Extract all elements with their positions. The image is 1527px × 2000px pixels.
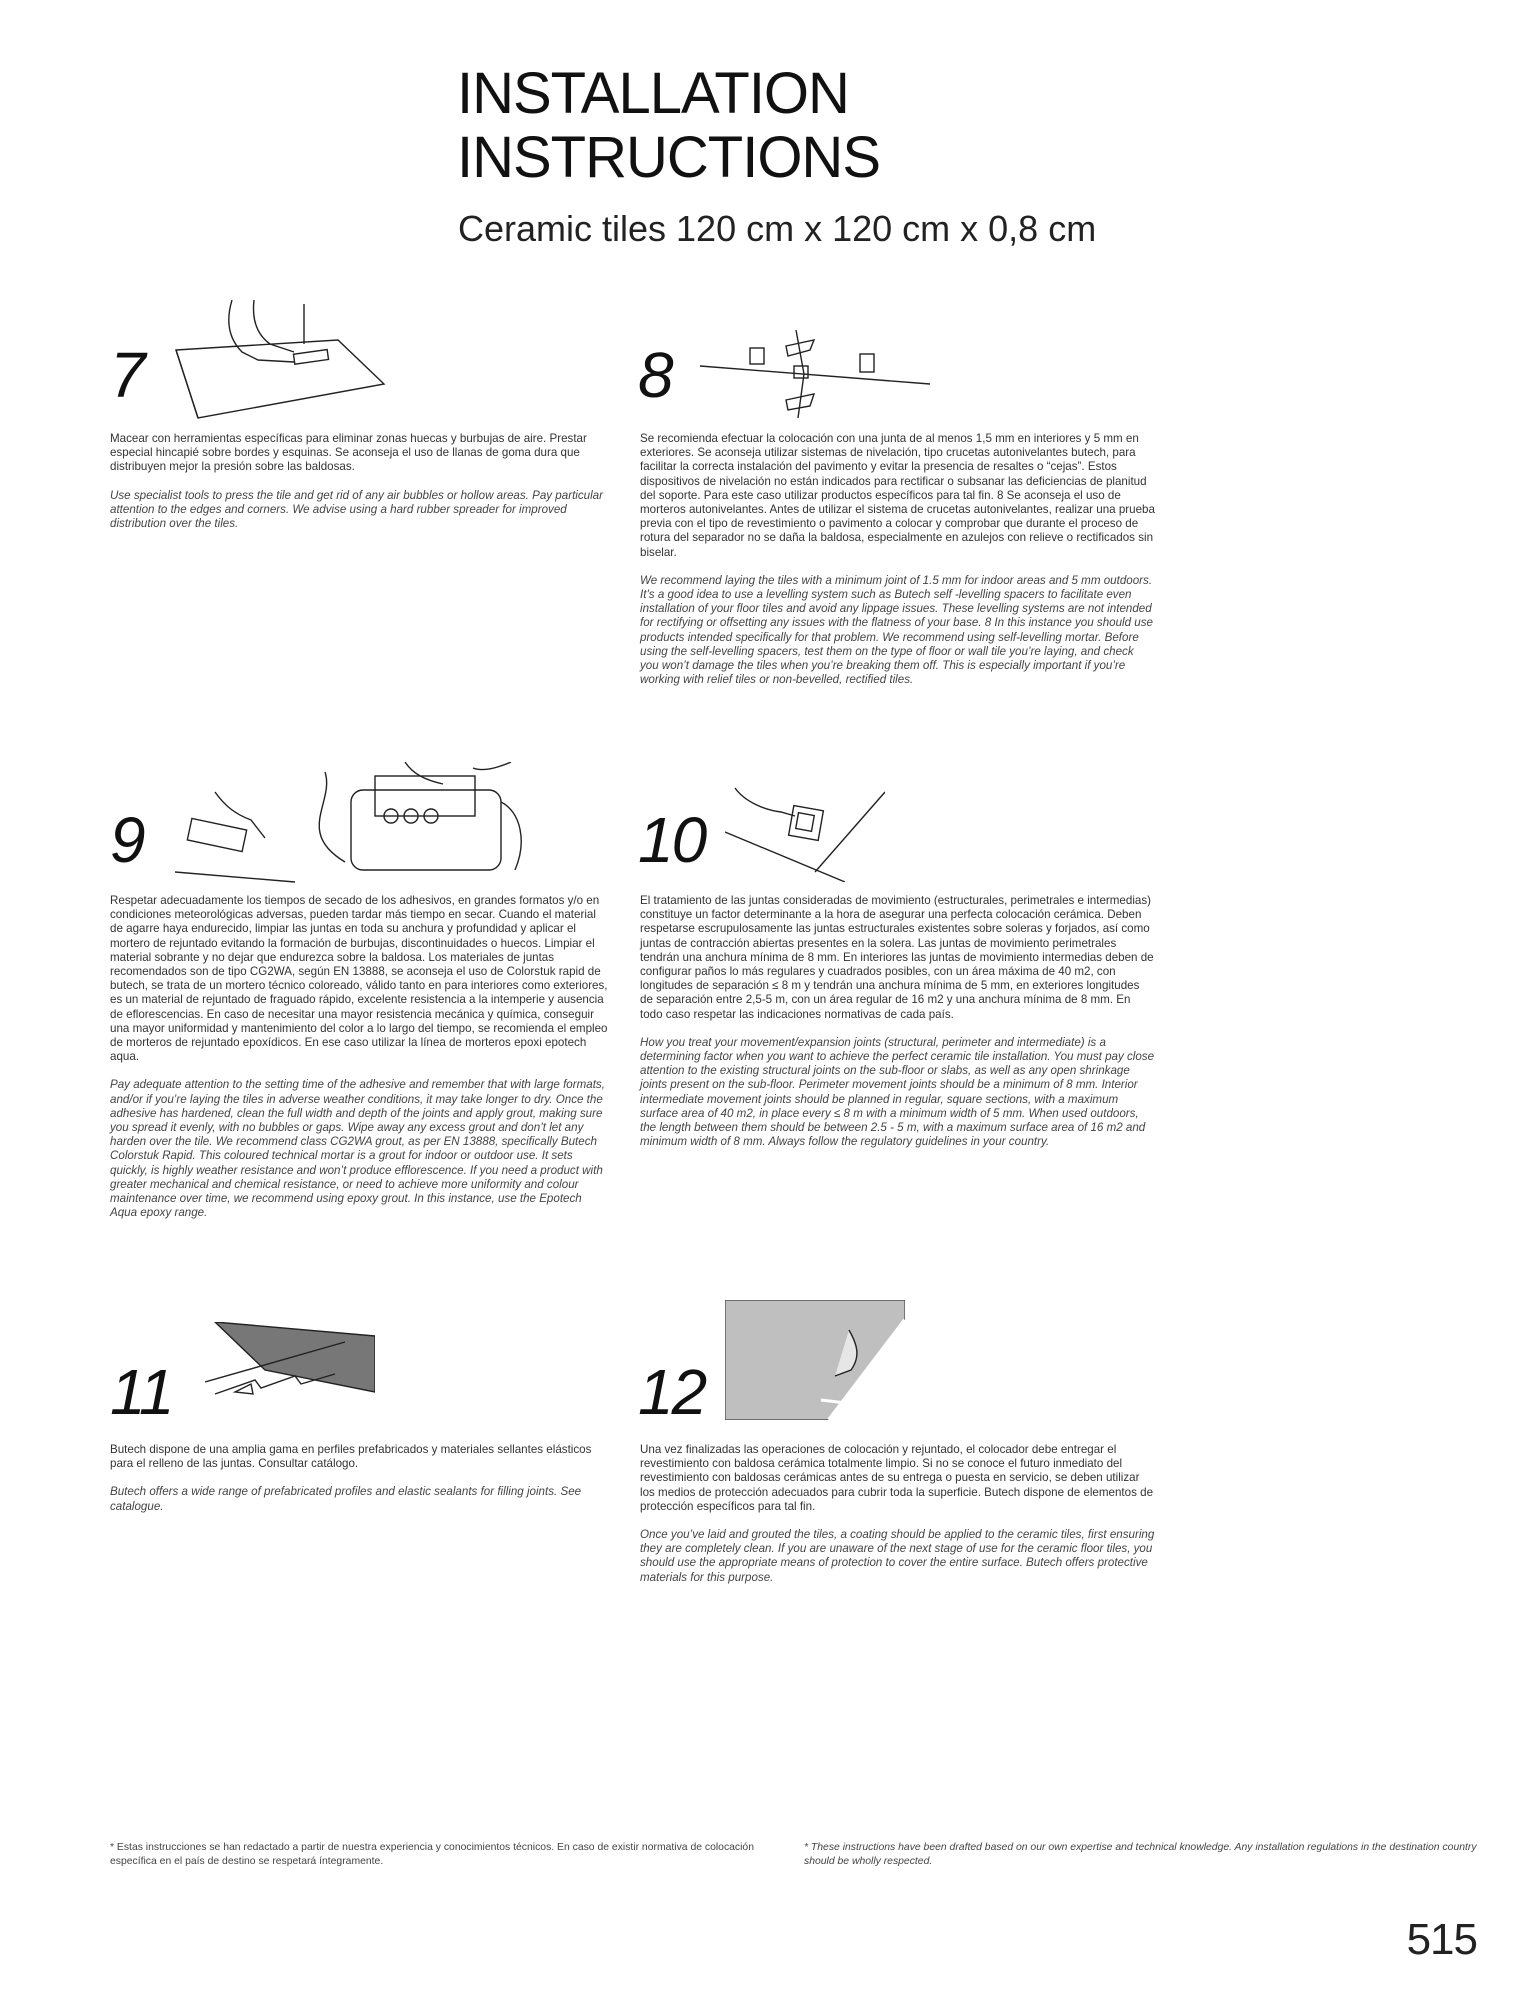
step-10-text-es: El tratamiento de las juntas consideradas de movimiento (estructurales, perimetrales e intermedias) constituye un factor determinante a la hora de asegurar una perfecta colocación cerámica. Deben respetarse escrupulosamente las juntas estructurales existentes sobre soleras y forjados, así como juntas de contracción abiertas presentes en la solera. Las juntas de movimiento perimetrales tendrán una anchura mínima de 8 mm. En interiores las juntas de movimiento intermedias deben de configurar paños lo más regulares y cuadrados posibles, con un área máxima de 40 m2, con longitudes de separación ≤ 8 m y tendrán una anchura mínima de 5 mm, en exteriores longitudes de separación entre 2,5-5 m, con un área regular de 16 m2 y una anchura mínima de 8 mm. En todo caso respetar las indicaciones normativas de cada país. <box>640 894 1154 1021</box>
step-12-number: 12 <box>638 1356 706 1428</box>
step-12-text-es: Una vez finalizadas las operaciones de colocación y rejuntado, el colocador debe entregar el revestimiento con baldosa cerámica totalmente limpio. Si no se conoce el futuro inmediato del revestimiento con baldosas cerámicas antes de su entrega o puesta en servicio, se deben utilizar los medios de protección adecuados para cubrir toda la superficie. Butech dispone de elementos de protección específicos para tal fin. <box>640 1443 1154 1513</box>
title-line-1: INSTALLATION <box>457 61 849 126</box>
step-11-text <box>110 1443 610 1528</box>
step-7-text-es: Macear con herramientas específicas para eliminar zonas huecas y burbujas de aire. Prestar especial hincapié sobre bordes y esquinas. Se aconseja el uso de llanas de goma dura que distribuyen mejor la presión sobre las baldosas. <box>110 432 587 474</box>
step-9-text-es: Respetar adecuadamente los tiempos de secado de los adhesivos, en grandes formatos y/o en condiciones meteorológicas adversas, pueden tardar más tiempo en secar. Cuando el material de agarre haya endurecido, limpiar las juntas en toda su anchura y profundidad y aplicar el mortero de rejuntado evitando la formación de burbujas, discontinuidades o huecos. Limpiar el material sobrante y no dejar que endurezca sobre la baldosa. Los materiales de juntas recomendados son de tipo CG2WA, según EN 13888, se aconseja el uso de Colorstuk rapid de butech, se trata de un mortero técnico coloreado, válido tanto en para interiores como exteriores, es un material de rejuntado de fraguado rápido, excelente resistencia a la intemperie y ausencia de eflorescencias. En caso de necesitar una mayor resistencia mecánica y química, conseguir una mayor uniformidad y mantenimiento del color a lo largo del tiempo, se recomienda el empleo de morteros de rejuntado epoxídicos. En ese caso utilizar la línea de morteros epoxi epotech aqua. <box>110 894 608 1064</box>
step-11-number: 11 <box>110 1356 173 1428</box>
footnote-en: * These instructions have been drafted based on our own expertise and technical knowledge. Any installation regulations in the destination country should be wholly respected. <box>804 1842 1477 1867</box>
step-9-illustration-grouting <box>175 762 555 892</box>
step-7-number: 7 <box>110 339 144 411</box>
footnote-es: * Estas instrucciones se han redactado a partir de nuestra experiencia y conocimientos técnicos. En caso de existir normativa de colocación específica en el país de destino se respetará íntegramente. <box>110 1842 754 1867</box>
step-12-text-en: Once you’ve laid and grouted the tiles, a coating should be applied to the ceramic tiles, first ensuring they are completely clean. If you are unaware of the next stage of use for the ceramic floor tiles, you should use the appropriate means of protection to cover the entire surface. Butech offers protective materials for this purpose. <box>640 1528 1155 1584</box>
step-12-text <box>640 1443 1155 1599</box>
step-9-text-en: Pay adequate attention to the setting time of the adhesive and remember that with large formats, and/or if you’re laying the tiles in adverse weather conditions, it may take longer to dry. Once the adhesive has hardened, clean the full width and depth of the joints and apply grout, making sure you spread it evenly, with no bubbles or gaps. Wipe away any excess grout and don’t let any harden over the tile. We recommend class CG2WA grout, as per EN 13888, specifically Butech Colorstuk Rapid. This coloured technical mortar is a grout for indoor or outdoor use. It sets quickly, is highly weather resistance and won’t produce efflorescence. If you need a product with greater mechanical and chemical resistance, or need to achieve more uniformity and colour maintenance over time, we recommend using epoxy grout. In this instance, use the Epotech Aqua epoxy range. <box>110 1078 605 1220</box>
step-8-text <box>640 432 1155 701</box>
page-title <box>457 62 1357 190</box>
step-10-text <box>640 894 1155 1163</box>
step-8-illustration-levelling-spacers <box>700 326 930 436</box>
step-9-number: 9 <box>110 804 144 876</box>
page-number: 515 <box>1406 1915 1477 1964</box>
step-10-number: 10 <box>638 804 706 876</box>
step-11-illustration-joint-profile <box>205 1322 375 1412</box>
step-10-illustration-movement-joints <box>725 782 885 882</box>
page-subtitle: Ceramic tiles 120 cm x 120 cm x 0,8 cm <box>458 208 1097 249</box>
step-8-text-es: Se recomienda efectuar la colocación con una junta de al menos 1,5 mm en interiores y 5 mm en exteriores. Se aconseja utilizar sistemas de nivelación, tipo crucetas autonivelantes butech, para facilitar la correcta instalación del pavimento y evitar la presencia de resaltes o “cejas”. Estos dispositivos de nivelación no están indicados para rectificar o subsanar las deficiencias de planitud del soporte. Para este caso utilizar productos específicos para tal fin. 8 Se aconseja el uso de morteros autonivelantes. Antes de utilizar el sistema de crucetas autonivelantes, realizar una prueba previa con el tipo de revestimiento o pavimento a colocar y comprobar que durante el proceso de rotura del separador no se daña la baldosa, especialmente en azulejos con relieve o rectificados sin biselar. <box>640 432 1155 559</box>
title-line-2: INSTRUCTIONS <box>457 125 880 190</box>
step-11-text-en: Butech offers a wide range of prefabricated profiles and elastic sealants for filling joints. See catalogue. <box>110 1485 582 1513</box>
step-9-text <box>110 894 610 1234</box>
step-10-text-en: How you treat your movement/expansion joints (structural, perimeter and intermediate) is a determining factor when you want to achieve the perfect ceramic tile installation. You must pay close attention to the existing structural joints on the sub-floor or slabs, as well as any open shrinkage joints present on the sub-floor. Perimeter movement joints should be a minimum of 8 mm. Interior intermediate movement joints should be planned in regular, square sections, with a maximum surface area of 40 m2, in place every ≤ 8 m with a minimum width of 5 mm. When used outdoors, the length between them should be between 2.5 - 5 m, with a maximum surface area of 16 m2 and minimum width of 8 mm. Always follow the regulatory guidelines in your country. <box>640 1035 1155 1149</box>
step-8-text-en: We recommend laying the tiles with a minimum joint of 1.5 mm for indoor areas and 5 mm outdoors. It’s a good idea to use a levelling system such as Butech self -levelling spacers to facilitate even installation of your floor tiles and avoid any lippage issues. These levelling systems are not intended for rectifying or offsetting any issues with the flatness of your base. 8 In this instance you should use products intended specifically for that problem. We recommend using self-levelling mortar. Before using the self-levelling spacers, test them on the type of floor or wall tile you’re laying, and check you won’t damage the tiles when you’re breaking them off. This is especially important if you’re working with relief tiles or non-bevelled, rectified tiles. <box>640 573 1153 687</box>
step-11-text-es: Butech dispone de una amplia gama en perfiles prefabricados y materiales sellantes elásticos para el relleno de las juntas. Consultar catálogo. <box>110 1443 592 1471</box>
step-7-text-en: Use specialist tools to press the tile and get rid of any air bubbles or hollow areas. Pay particular attention to the edges and corners. We advise using a hard rubber spreader for improved distribution over the tiles. <box>110 488 603 531</box>
step-8-number: 8 <box>638 339 672 411</box>
step-12-illustration-protection <box>725 1300 905 1420</box>
step-7-illustration-tile-pressing <box>170 300 390 420</box>
step-7-text <box>110 432 610 545</box>
